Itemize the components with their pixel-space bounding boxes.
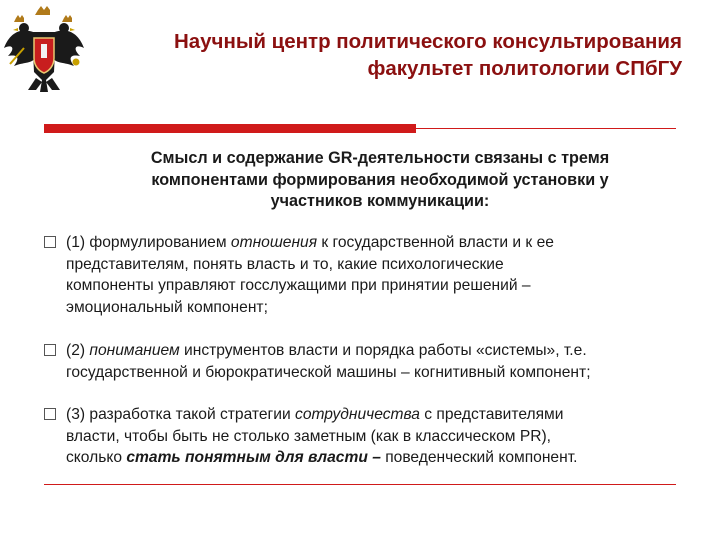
title-line-1: Научный центр политического консультирования xyxy=(173,30,682,53)
list-item xyxy=(66,232,676,318)
item-2-text: (2) xyxy=(66,342,90,359)
bullet-square-icon xyxy=(44,408,56,420)
top-divider-thin xyxy=(416,128,676,129)
item-3-strong-emphasis: стать понятным для власти – xyxy=(126,449,381,466)
bottom-divider xyxy=(44,484,676,485)
bullet-square-icon xyxy=(44,236,56,248)
item-3-text: с представителями xyxy=(419,406,564,423)
top-divider xyxy=(44,124,676,133)
page-title xyxy=(82,28,682,82)
subtitle-line-3: участников коммуникации: xyxy=(270,192,490,210)
item-3-text: сколько xyxy=(66,449,127,466)
top-divider-thick xyxy=(44,124,416,133)
item-2-text: инструментов власти и порядка работы «системы», т.е. xyxy=(179,342,587,359)
item-3-emphasis: сотрудничества xyxy=(295,406,420,423)
item-1-line-3: компоненты управляют госслужащими при принятии решений – xyxy=(66,277,531,294)
title-line-2: факультет политологии СПбГУ xyxy=(367,57,682,80)
item-1-line-4: эмоциональный компонент; xyxy=(66,298,268,316)
item-3-text: поведенческий компонент. xyxy=(380,449,578,466)
item-1-line-1 xyxy=(66,232,676,254)
list-item xyxy=(66,404,676,469)
item-3-text: (3) разработка такой стратегии xyxy=(66,406,296,423)
item-1-line-2: представителям, понять власть и то, какие психологические xyxy=(66,255,504,273)
subtitle-line-1: Смысл и содержание GR-деятельности связаны с тремя xyxy=(150,149,610,167)
item-3-line-1 xyxy=(66,404,676,426)
double-headed-eagle-crest-icon xyxy=(2,4,86,96)
item-1-emphasis: отношения xyxy=(230,234,318,251)
subtitle-line-2: компонентами формирования необходимой установки у xyxy=(151,170,609,189)
bullet-square-icon xyxy=(44,344,56,356)
slide-subtitle xyxy=(96,148,664,213)
item-1-text: (1) формулированием xyxy=(66,234,231,251)
item-2-emphasis: пониманием xyxy=(89,342,180,359)
item-1-text: к государственной власти и к ее xyxy=(317,234,554,251)
item-2-line-2: государственной и бюрократической машины – когнитивный компонент; xyxy=(66,363,591,381)
list-item xyxy=(66,340,676,383)
item-3-line-2: власти, чтобы быть не столько заметным (как в классическом PR), xyxy=(66,427,552,445)
item-2-line-1 xyxy=(66,340,676,362)
item-3-line-3 xyxy=(66,447,676,469)
